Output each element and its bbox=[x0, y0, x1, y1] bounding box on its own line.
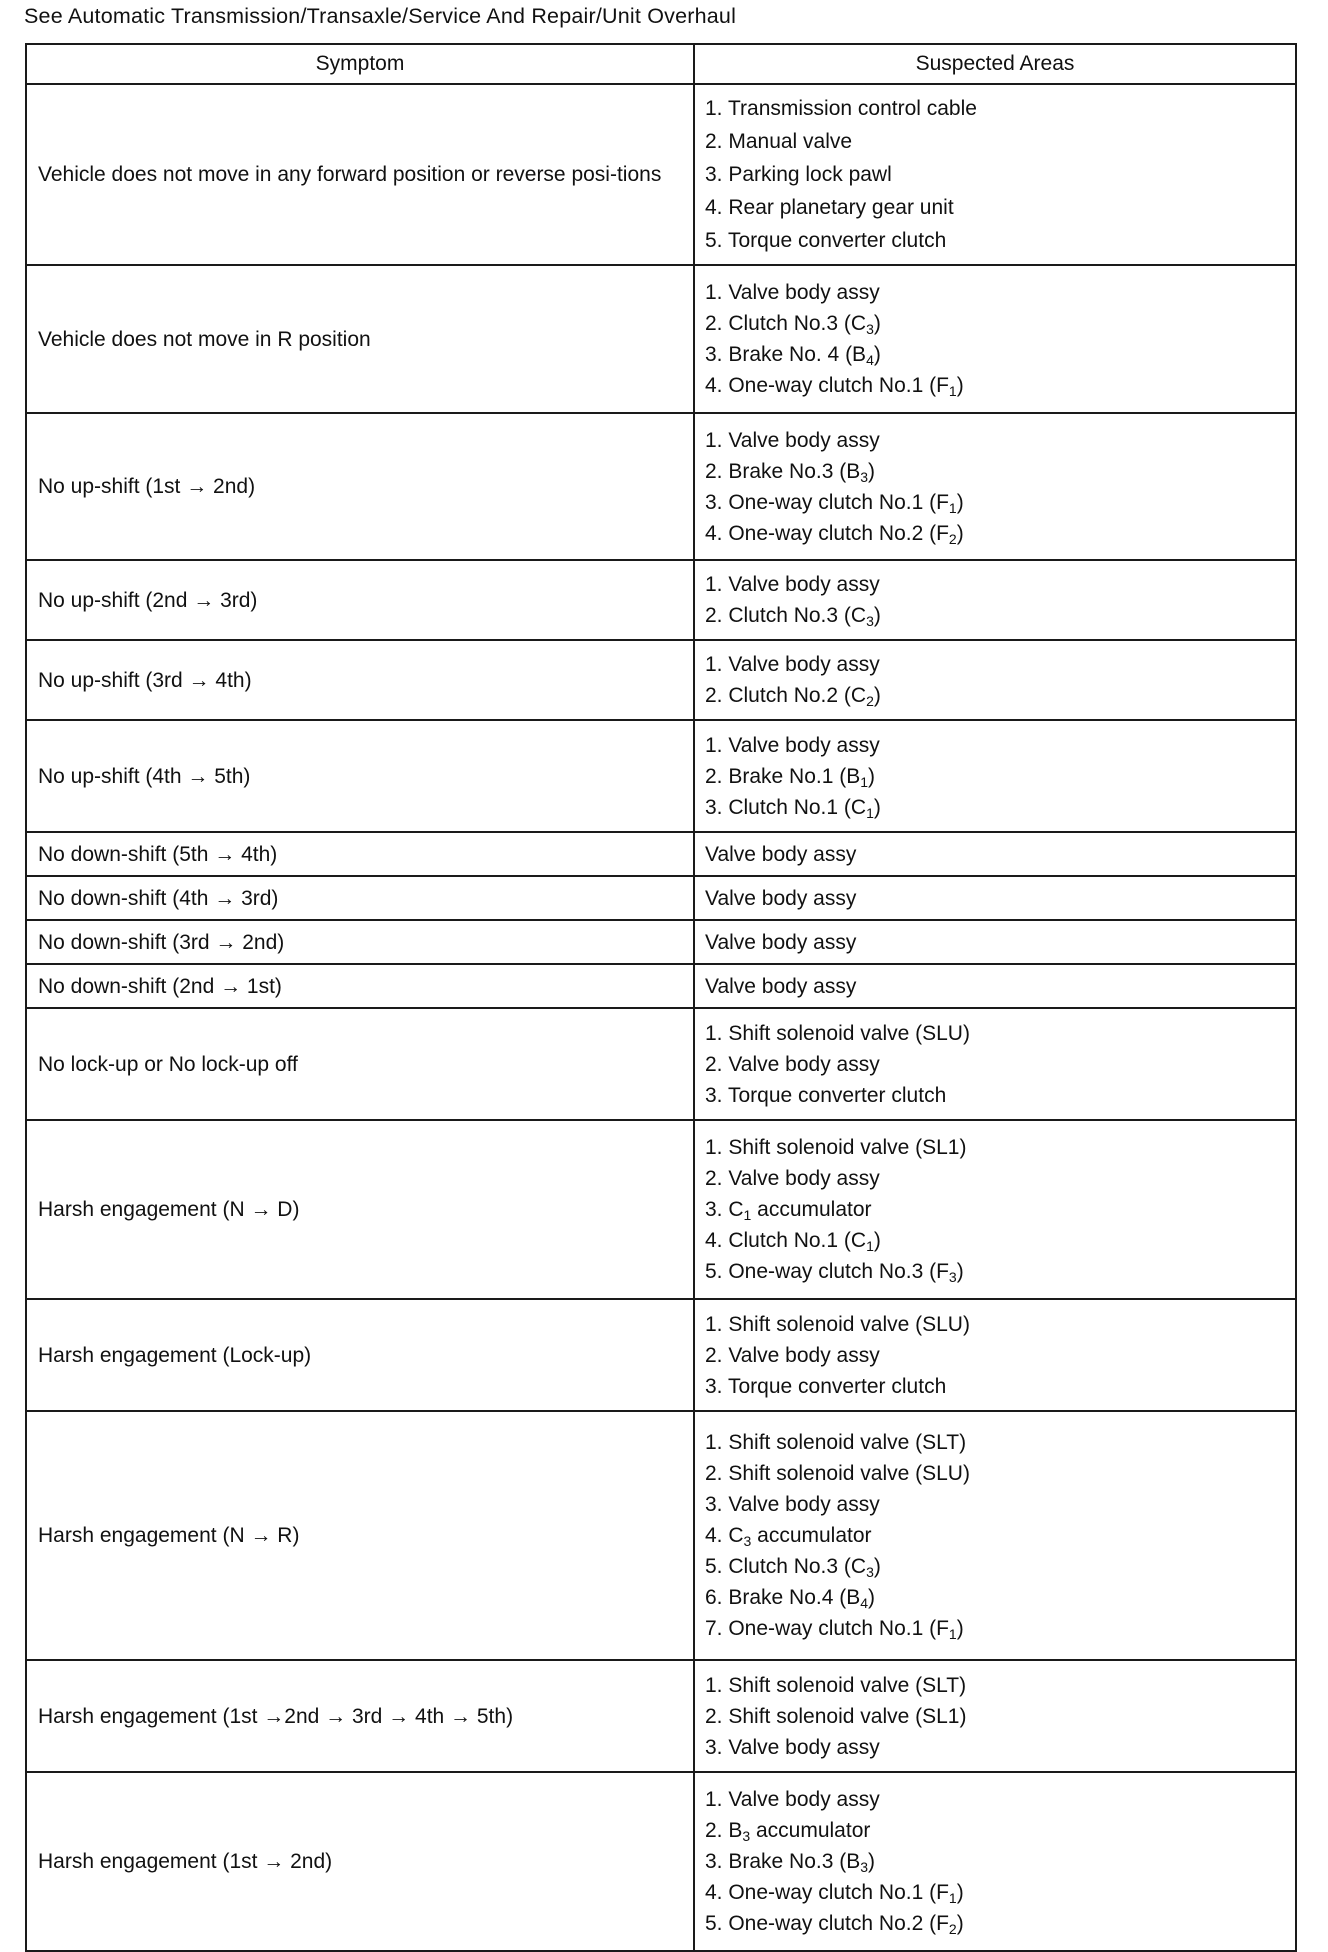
table-row bbox=[26, 413, 1296, 560]
symptom-cell: No up-shift (2nd → 3rd) bbox=[26, 560, 694, 640]
suspected-areas-cell bbox=[694, 1772, 1296, 1951]
suspected-area-item: 3. $C_1$ accumulator bbox=[705, 1198, 872, 1223]
suspected-area-item: 2. Brake No.1 $(B_1)$ bbox=[705, 764, 876, 790]
suspected-area-item: Valve body assy bbox=[705, 930, 857, 954]
suspected-areas-cell bbox=[694, 1660, 1296, 1772]
symptom-cell: No up-shift (3rd → 4th) bbox=[26, 640, 694, 720]
suspected-areas-cell bbox=[694, 1411, 1296, 1660]
suspected-areas-list bbox=[705, 971, 1285, 1002]
suspected-area-item: 3. Parking lock pawl bbox=[705, 163, 892, 186]
suspected-area-item: 3. Torque converter clutch bbox=[705, 1083, 947, 1107]
suspected-areas-list bbox=[705, 425, 1285, 549]
suspected-areas-list bbox=[705, 1132, 1285, 1287]
suspected-area-item: 3. One-way clutch No.1 $(F_1)$ bbox=[705, 490, 964, 516]
suspected-areas-cell bbox=[694, 560, 1296, 640]
suspected-areas-list bbox=[705, 1309, 1285, 1402]
suspected-area-item: 4. One-way clutch No.1 $(F_1)$ bbox=[705, 374, 964, 399]
suspected-areas-cell bbox=[694, 720, 1296, 832]
suspected-area-item: Valve body assy bbox=[705, 886, 857, 910]
suspected-areas-list bbox=[705, 1670, 1285, 1763]
symptom-cell: No lock-up or No lock-up off bbox=[26, 1008, 694, 1120]
suspected-areas-list bbox=[705, 839, 1285, 870]
suspected-areas-cell bbox=[694, 1120, 1296, 1299]
table-row bbox=[26, 1299, 1296, 1411]
suspected-area-item: 5. Torque converter clutch bbox=[705, 229, 947, 252]
suspected-area-item: 2. Clutch No.3 $(C_3)$ bbox=[705, 312, 881, 337]
suspected-areas-cell bbox=[694, 920, 1296, 964]
symptom-cell: No down-shift (4th → 3rd) bbox=[26, 876, 694, 920]
suspected-areas-list bbox=[705, 1018, 1285, 1111]
suspected-area-item: 4. Clutch No.1 $(C_1)$ bbox=[705, 1229, 881, 1254]
suspected-areas-cell bbox=[694, 964, 1296, 1008]
table-row bbox=[26, 1008, 1296, 1120]
suspected-area-item: 2. Valve body assy bbox=[705, 1052, 880, 1076]
suspected-area-item: 5. One-way clutch No.3 $(F_3)$ bbox=[705, 1260, 964, 1285]
suspected-areas-cell bbox=[694, 84, 1296, 265]
table-row bbox=[26, 964, 1296, 1008]
symptom-header: Symptom bbox=[26, 44, 694, 84]
symptom-cell: Harsh engagement (Lock-up) bbox=[26, 1299, 694, 1411]
suspected-area-item: 1. Shift solenoid valve (SLU) bbox=[705, 1312, 970, 1336]
table-body bbox=[26, 84, 1296, 1951]
suspected-area-item: 1. Valve body assy bbox=[705, 1788, 880, 1811]
suspected-area-item: 1. Valve body assy bbox=[705, 281, 880, 304]
symptom-table bbox=[25, 43, 1297, 1952]
suspected-area-item: 3. Torque converter clutch bbox=[705, 1374, 947, 1398]
suspected-areas-cell bbox=[694, 265, 1296, 413]
suspected-area-item: 6. Brake No.4 $(B_4)$ bbox=[705, 1586, 876, 1611]
suspected-areas-list bbox=[705, 649, 1285, 711]
symptom-cell: Vehicle does not move in any forward position or reverse posi-tions bbox=[26, 84, 694, 265]
suspected-area-item: 1. Shift solenoid valve (SLU) bbox=[705, 1021, 970, 1045]
symptom-cell: Harsh engagement (N → R) bbox=[26, 1411, 694, 1660]
suspected-area-item: 2. Manual valve bbox=[705, 130, 853, 153]
suspected-area-item: 5. One-way clutch No.2 $(F_2)$ bbox=[705, 1912, 964, 1937]
suspected-area-item: 2. $B_3$ accumulator bbox=[705, 1819, 871, 1844]
suspected-area-item: 1. Valve body assy bbox=[705, 653, 880, 676]
suspected-areas-cell bbox=[694, 1299, 1296, 1411]
table-row bbox=[26, 720, 1296, 832]
suspected-areas-list bbox=[705, 277, 1285, 401]
suspected-areas-list bbox=[705, 569, 1285, 631]
table-row bbox=[26, 640, 1296, 720]
suspected-area-item: 4. Rear planetary gear unit bbox=[705, 196, 954, 219]
symptom-cell: Harsh engagement (1st → 2nd) bbox=[26, 1772, 694, 1951]
suspected-area-item: 3. Brake No. 4 $(B_4)$ bbox=[705, 343, 881, 368]
suspected-area-item: 2. Valve body assy bbox=[705, 1167, 880, 1190]
suspected-area-item: 1. Transmission control cable bbox=[705, 97, 977, 120]
suspected-area-item: 1. Valve body assy bbox=[705, 428, 880, 452]
table-row bbox=[26, 1660, 1296, 1772]
suspected-area-item: 3. Valve body assy bbox=[705, 1493, 880, 1516]
suspected-area-item: 5. Clutch No.3 $(C_3)$ bbox=[705, 1555, 881, 1580]
suspected-areas-list bbox=[705, 883, 1285, 914]
suspected-area-item: 1. Valve body assy bbox=[705, 573, 880, 596]
table-row bbox=[26, 876, 1296, 920]
suspected-areas-list bbox=[705, 92, 1285, 257]
suspected-area-item: 1. Shift solenoid valve (SLT) bbox=[705, 1431, 967, 1454]
symptom-cell: Harsh engagement (1st →2nd → 3rd → 4th → 5th) bbox=[26, 1660, 694, 1772]
symptom-cell: No down-shift (2nd → 1st) bbox=[26, 964, 694, 1008]
symptom-cell: No up-shift (4th → 5th) bbox=[26, 720, 694, 832]
suspected-area-item: 1. Shift solenoid valve (SL1) bbox=[705, 1136, 967, 1159]
suspected-area-item: 2. Clutch No.3 $(C_3)$ bbox=[705, 604, 881, 629]
suspected-areas-header: Suspected Areas bbox=[694, 44, 1296, 84]
table-row bbox=[26, 832, 1296, 876]
suspected-area-item: 3. Brake No.3 $(B_3)$ bbox=[705, 1850, 876, 1875]
suspected-areas-cell bbox=[694, 832, 1296, 876]
suspected-areas-cell bbox=[694, 640, 1296, 720]
suspected-areas-cell bbox=[694, 1008, 1296, 1120]
suspected-area-item: 3. Valve body assy bbox=[705, 1735, 880, 1759]
symptom-cell: Harsh engagement (N → D) bbox=[26, 1120, 694, 1299]
suspected-area-item: Valve body assy bbox=[705, 842, 857, 866]
table-row bbox=[26, 265, 1296, 413]
header-row bbox=[26, 44, 1296, 84]
table-row bbox=[26, 84, 1296, 265]
suspected-areas-list bbox=[705, 730, 1285, 823]
suspected-area-item: 2. Shift solenoid valve (SL1) bbox=[705, 1704, 967, 1728]
table-row bbox=[26, 920, 1296, 964]
symptom-cell: Vehicle does not move in R position bbox=[26, 265, 694, 413]
suspected-areas-cell bbox=[694, 413, 1296, 560]
table-row bbox=[26, 560, 1296, 640]
suspected-area-item: 3. Clutch No.1 $(C_1)$ bbox=[705, 795, 881, 821]
suspected-area-item: 2. Brake No.3 $(B_3)$ bbox=[705, 459, 876, 485]
suspected-area-item: 4. One-way clutch No.1 $(F_1)$ bbox=[705, 1881, 964, 1906]
suspected-area-item: Valve body assy bbox=[705, 974, 857, 998]
table-row bbox=[26, 1411, 1296, 1660]
symptom-cell: No up-shift (1st → 2nd) bbox=[26, 413, 694, 560]
suspected-area-item: 2. Shift solenoid valve (SLU) bbox=[705, 1462, 970, 1485]
suspected-areas-list bbox=[705, 927, 1285, 958]
suspected-area-item: 4. One-way clutch No.2 $(F_2)$ bbox=[705, 521, 964, 547]
suspected-area-item: 1. Valve body assy bbox=[705, 733, 880, 757]
table-row bbox=[26, 1772, 1296, 1951]
suspected-area-item: 4. $C_3$ accumulator bbox=[705, 1524, 872, 1549]
suspected-area-item: 2. Clutch No.2 $(C_2)$ bbox=[705, 684, 881, 709]
suspected-areas-cell bbox=[694, 876, 1296, 920]
suspected-areas-list bbox=[705, 1427, 1285, 1644]
suspected-areas-list bbox=[705, 1784, 1285, 1939]
symptom-cell: No down-shift (3rd → 2nd) bbox=[26, 920, 694, 964]
symptom-cell: No down-shift (5th → 4th) bbox=[26, 832, 694, 876]
table-row bbox=[26, 1120, 1296, 1299]
suspected-area-item: 7. One-way clutch No.1 $(F_1)$ bbox=[705, 1617, 964, 1642]
document-title: See Automatic Transmission/Transaxle/Service And Repair/Unit Overhaul bbox=[24, 4, 737, 28]
suspected-area-item: 1. Shift solenoid valve (SLT) bbox=[705, 1673, 967, 1697]
suspected-area-item: 2. Valve body assy bbox=[705, 1343, 880, 1367]
